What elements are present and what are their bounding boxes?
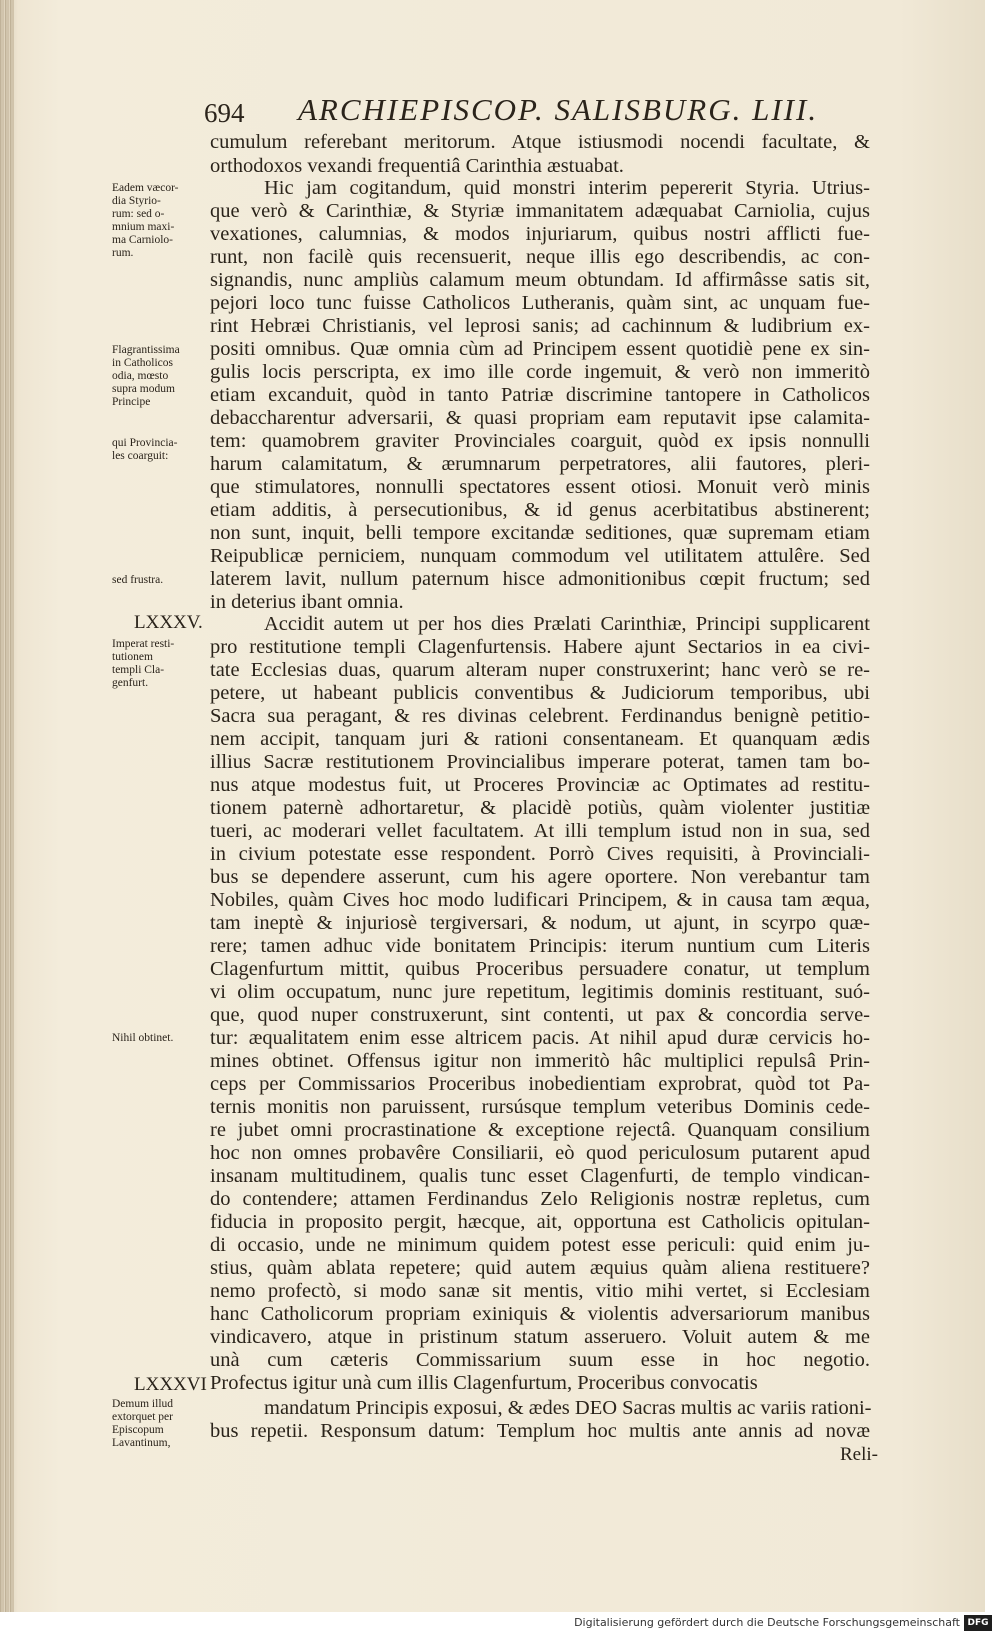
text-line: vindicavero, atque in pristinum statum asseruero. Voluit autem & me bbox=[210, 1326, 870, 1348]
text-line: etiam excanduit, quòd in tanto Patriæ discrimine tantopere in Catholicos bbox=[210, 384, 870, 406]
margin-note: Imperat resti- tutionem templi Cla- genfurt. bbox=[112, 638, 175, 689]
text-line: tueri, ac moderari vellet facultatem. At illi templum istud non in sua, sed bbox=[210, 820, 870, 842]
text-line: Hic jam cogitandum, quid monstri interim pepererit Styria. Utrius- bbox=[264, 177, 870, 199]
text-line: hoc non omnes probavêre Consiliarii, eò quod periculosum putarent apud bbox=[210, 1142, 870, 1164]
text-line: vexationes, calumnias, & modos injuriarum, quibus nostri afflicti fue- bbox=[210, 223, 870, 245]
text-line: di occasio, unde ne minimum quidem potest esse periculi: quid enim ju- bbox=[210, 1234, 870, 1256]
text-line: nem accipit, tanquam juri & rationi consentaneam. Et quanquam ædis bbox=[210, 728, 870, 750]
text-line: ternis monitis non paruissent, rursúsque templum veteribus Dominis cede- bbox=[210, 1096, 870, 1118]
text-line: laterem lavit, nullum paternum hisce admonitionibus cœpit fructum; sed bbox=[210, 568, 870, 590]
text-line: Accidit autem ut per hos dies Prælati Carinthiæ, Principi supplicarent bbox=[264, 613, 870, 635]
text-line: tur: æqualitatem enim esse altricem pacis. At nihil apud duræ cervicis ho- bbox=[210, 1027, 870, 1049]
text-line: Profectus igitur unà cum illis Clagenfurtum, Proceribus convocatis bbox=[210, 1372, 758, 1394]
text-line: pejori loco tunc fuisse Catholicos Lutheranis, quàm sint, ac unquam fue- bbox=[210, 292, 870, 314]
catchword: Reli- bbox=[840, 1444, 878, 1465]
text-line: re jubet omni procrastinatione & exceptione rejectâ. Quanquam consilium bbox=[210, 1119, 870, 1141]
text-line: etiam additis, à persecutionibus, & id genus acerbitatibus abstinerent; bbox=[210, 499, 870, 521]
margin-note: Nihil obtinet. bbox=[112, 1032, 174, 1044]
text-line: mines obtinet. Offensus igitur non immeritò hâc multiplici repulsâ Prin- bbox=[210, 1050, 870, 1072]
section-number: LXXXV. bbox=[134, 612, 203, 633]
running-head: ARCHIEPISCOP. SALISBURG. LIII. bbox=[298, 92, 819, 127]
text-line: illius Sacræ restitutionem Provincialibus imperare poterat, tamen tam bo- bbox=[210, 751, 870, 773]
text-line: in civium potestate esse respondent. Porrò Cives requisiti, à Provinciali- bbox=[210, 843, 870, 865]
text-line: nemo profectò, si modo sanæ sit mentis, vitio mihi vertet, si Ecclesiam bbox=[210, 1280, 870, 1302]
text-line: tionem paternè adhortaretur, & placidè potiùs, quàm violenter justitiæ bbox=[210, 797, 870, 819]
text-line: runt, non facilè quis recensuerit, neque illis ego describendis, ac con- bbox=[210, 246, 870, 268]
funding-credit: Digitalisierung gefördert durch die Deutsche Forschungsgemeinschaft bbox=[574, 1616, 960, 1629]
margin-note: qui Provincia- les coarguit: bbox=[112, 437, 178, 462]
text-line: cumulum referebant meritorum. Atque istiusmodi nocendi facultate, & bbox=[210, 131, 870, 153]
margin-note: Flagrantissima in Catholicos odia, mœsto supra modum Principe bbox=[112, 344, 180, 408]
page-number: 694 bbox=[204, 98, 245, 128]
text-line: non sunt, inquit, belli tempore excitandæ seditiones, quæ supremam etiam bbox=[210, 522, 870, 544]
margin-note: sed frustra. bbox=[112, 574, 164, 586]
text-line: Sacra sua peragant, & res divinas celebrent. Ferdinandus benignè petitio- bbox=[210, 705, 870, 727]
text-line: Nobiles, quàm Cives hoc modo ludificari Principem, & in causa tam æqua, bbox=[210, 889, 870, 911]
text-line: hanc Catholicorum propriam exiniquis & violentis adversariorum manibus bbox=[210, 1303, 870, 1325]
text-line: tate Ecclesias duas, quarum alteram nuper construxerint; hanc verò se re- bbox=[210, 659, 870, 681]
text-line: pro restitutione templi Clagenfurtensis. Habere ajunt Sectarios in ea civi- bbox=[210, 636, 870, 658]
text-line: ceps per Commissarios Proceribus inobedientiam exprobrat, quòd tot Pa- bbox=[210, 1073, 870, 1095]
text-line: gulis locis perscripta, ex imo ille corde ingemuit, & verò non immeritò bbox=[210, 361, 870, 383]
text-line: petere, ut habeant publicis conventibus & Judiciorum temporibus, ubi bbox=[210, 682, 870, 704]
text-line: tem: quamobrem graviter Provinciales coarguit, quòd ex ipsis nonnulli bbox=[210, 430, 870, 452]
text-line: debaccharentur adversarii, & quasi propriam eam reputavit ipse calamita- bbox=[210, 407, 870, 429]
text-line: que verò & Carinthiæ, & Styriæ immanitatem adæquabat Carniolia, cujus bbox=[210, 200, 870, 222]
text-line: orthodoxos vexandi frequentiâ Carinthia æstuabat. bbox=[210, 155, 624, 177]
dfg-logo: DFG bbox=[964, 1615, 992, 1631]
margin-note: Eadem væcor- dia Styrio- rum: sed o- mnium maxi- ma Carniolo- rum. bbox=[112, 182, 179, 259]
text-line: insanam multitudinem, qualis tunc esset Clagenfurti, de templo vindican- bbox=[210, 1165, 870, 1187]
text-line: harum calamitatum, & ærumnarum perpetratores, alii fautores, pleri- bbox=[210, 453, 870, 475]
digitization-footer bbox=[0, 1612, 1000, 1636]
text-line: signandis, nunc ampliùs calamum meum obtundam. Id affirmâsse satis sit, bbox=[210, 269, 870, 291]
section-number: LXXXVI bbox=[134, 1374, 207, 1395]
text-line: do contendere; attamen Ferdinandus Zelo Religionis nostræ repletus, cum bbox=[210, 1188, 870, 1210]
text-line: fiducia in proposito pergit, hæcque, ait, opportuna est Catholicis opitulan- bbox=[210, 1211, 870, 1233]
text-line: rere; tamen adhuc vide bonitatem Principis: iterum nuntium cum Literis bbox=[210, 935, 870, 957]
text-line: Clagenfurtum mittit, quibus Proceribus persuadere conatur, ut templum bbox=[210, 958, 870, 980]
text-line: mandatum Principis exposui, & ædes DEO Sacras multis ac variis rationi- bbox=[264, 1397, 872, 1419]
text-line: que stimulatores, nonnulli spectatores essent otiosi. Monuit verò minis bbox=[210, 476, 870, 498]
text-line: rint Hebræi Christianis, vel leprosi sanis; ad cachinnum & ludibrium ex- bbox=[210, 315, 870, 337]
book-binding-edge bbox=[0, 0, 14, 1612]
text-line bbox=[210, 1442, 820, 1466]
text-line: vi olim occupatum, nunc jure repetitum, legitimis dominis restituant, suó- bbox=[210, 981, 870, 1003]
text-line: Reipublicæ perniciem, nunquam commodum vel utilitatem attulêre. Sed bbox=[210, 545, 870, 567]
text-line: tam ineptè & injuriosè tergiversari, & nodum, ut ajunt, in scyrpo quæ- bbox=[210, 912, 870, 934]
text-line: positi omnibus. Quæ omnia cùm ad Principem essent quotidiè pene ex sin- bbox=[210, 338, 870, 360]
text-line: bus se dependere asserunt, cum his agere oportere. Non verebantur tam bbox=[210, 866, 870, 888]
text-line: stius, quàm ablata repetere; quid autem æquius quàm aliena restituere? bbox=[210, 1257, 870, 1279]
text-line: que, quod nuper construxerunt, sint contenti, ut pax & concordia serve- bbox=[210, 1004, 870, 1026]
text-line: nus atque modestus fuit, ut Proceres Provinciæ ac Optimates ad restitu- bbox=[210, 774, 870, 796]
text-line: bus repetii. Responsum datum: Templum hoc multis ante annis ad novæ bbox=[210, 1420, 870, 1442]
margin-note: Demum illud extorquet per Episcopum Lavantinum, bbox=[112, 1398, 174, 1449]
text-line: unà cum cæteris Commissarium suum esse in hoc negotio. bbox=[210, 1349, 870, 1371]
text-line: in deterius ibant omnia. bbox=[210, 591, 404, 613]
